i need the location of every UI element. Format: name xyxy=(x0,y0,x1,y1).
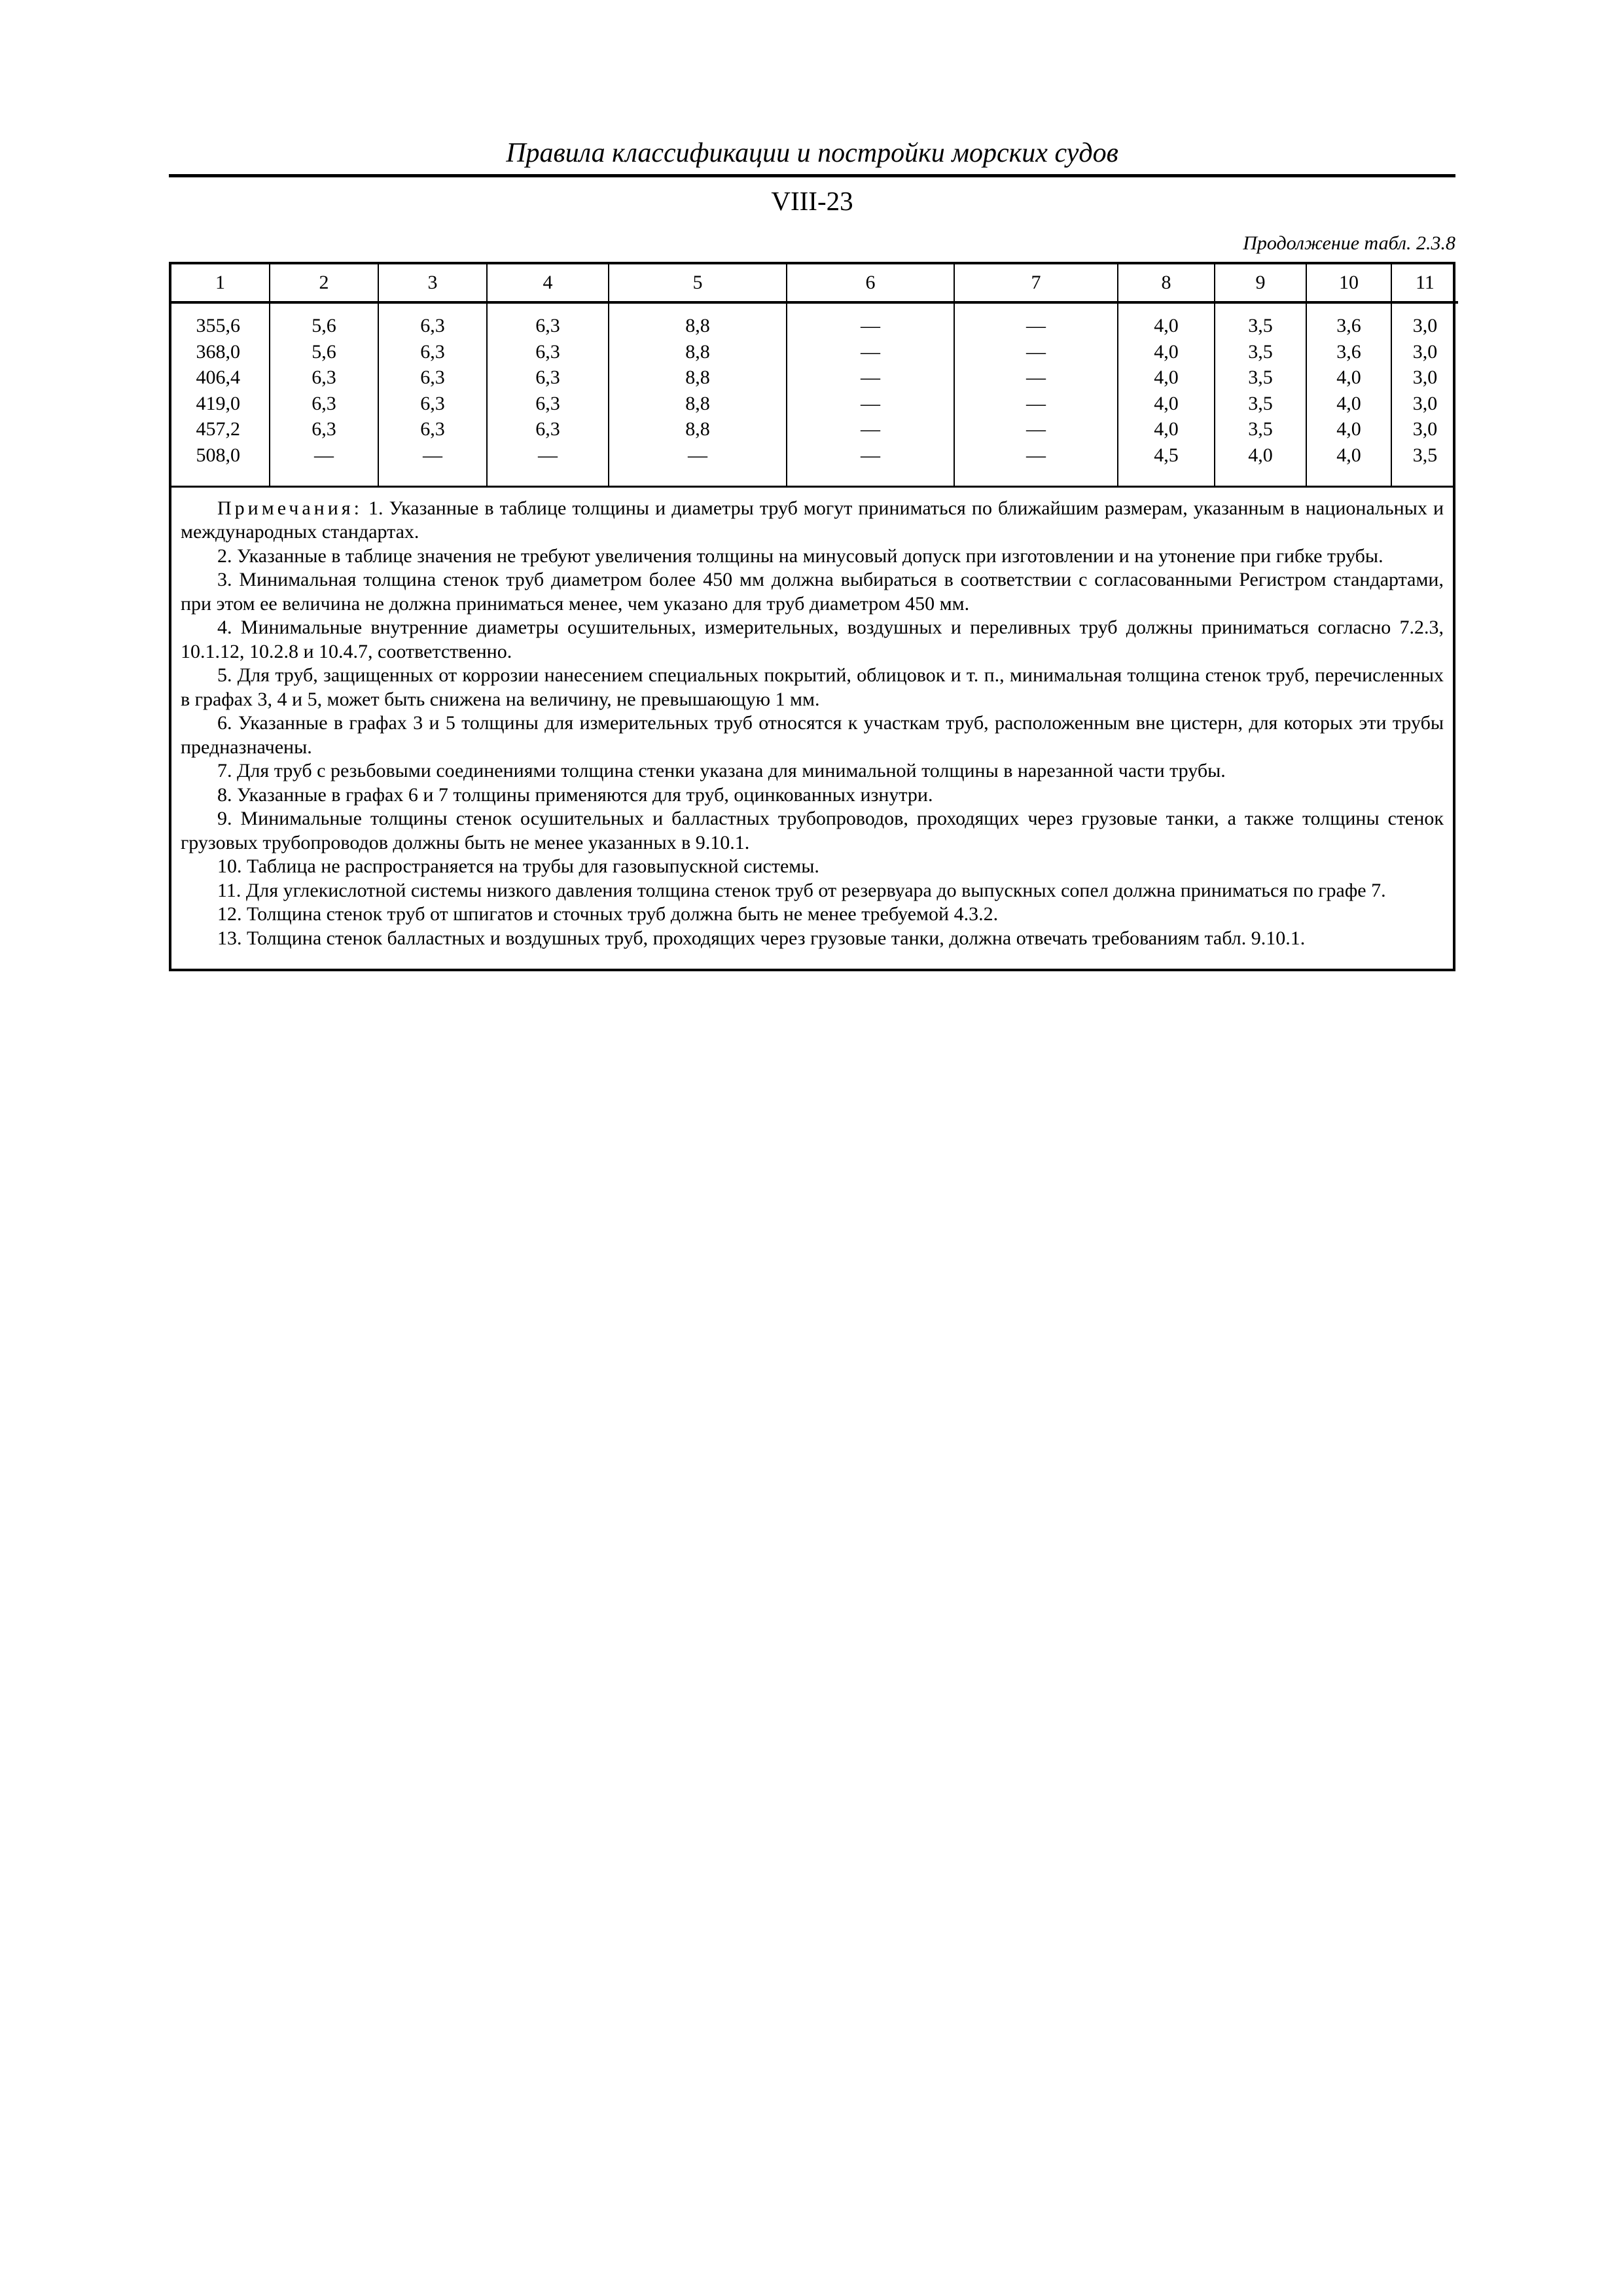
document-title: Правила классификации и постройки морских судов xyxy=(506,138,1118,168)
note-text: 8. Указанные в графах 6 и 7 толщины применяются для труб, оцинкованных изнутри. xyxy=(217,783,933,806)
note-item xyxy=(181,879,1444,903)
table-cell: 6,3 xyxy=(535,418,560,440)
table-cell: 8,8 xyxy=(685,392,710,414)
table-continuation-label: Продолжение табл. 2.3.8 xyxy=(1243,232,1455,254)
table-cell: 6,3 xyxy=(535,367,560,389)
note-text: 4. Минимальные внутренние диаметры осушительных, измерительных, воздушных и переливных труб должны приниматься согласно 7.2.3, 10.1.12, 10.2.8 и 10.4.7, соответственно. xyxy=(181,617,1444,662)
column-4-values xyxy=(487,302,609,486)
column-5-values xyxy=(609,302,787,486)
table-cell: 6,3 xyxy=(420,392,445,414)
table-cell: 457,2 xyxy=(196,418,240,440)
note-text: 10. Таблица не распространяется на трубы для газовыпускной системы. xyxy=(217,855,819,878)
note-item xyxy=(181,545,1444,569)
column-header-7: 7 xyxy=(954,264,1118,302)
table-cell: 3,5 xyxy=(1248,315,1273,336)
note-text: 2. Указанные в таблице значения не требуют увеличения толщины на минусовый допуск при изготовлении и на утонение при гибке трубы. xyxy=(217,545,1383,567)
note-item xyxy=(181,568,1444,616)
column-6-values xyxy=(787,302,954,486)
table-cell: 368,0 xyxy=(196,340,240,363)
column-10-values xyxy=(1306,302,1391,486)
table-cell: 3,0 xyxy=(1412,367,1438,389)
table-cell: 6,3 xyxy=(420,340,445,363)
column-header-10: 10 xyxy=(1306,264,1391,302)
note-text: 11. Для углекислотной системы низкого давления толщина стенок труб от резервуара до выпускных сопел должна приниматься по графе 7. xyxy=(217,879,1386,901)
table-cell: 508,0 xyxy=(196,444,240,466)
table-cell: — xyxy=(861,444,880,466)
table-cell: 3,5 xyxy=(1412,444,1438,466)
table-cell: 5,6 xyxy=(312,340,336,363)
note-item xyxy=(181,927,1444,951)
table-cell: — xyxy=(1026,444,1046,466)
header-rule xyxy=(169,174,1455,177)
table-header-row xyxy=(171,264,1458,302)
note-text: 6. Указанные в графах 3 и 5 толщины для измерительных труб относятся к участкам труб, расположенным вне цистерн, для которых эти трубы предназначены. xyxy=(181,712,1444,758)
table-cell: — xyxy=(1026,340,1046,363)
column-header-2: 2 xyxy=(270,264,378,302)
table-cell: 8,8 xyxy=(685,418,710,440)
table-cell: — xyxy=(538,444,558,466)
table-cell: — xyxy=(1026,392,1046,414)
table-cell: 6,3 xyxy=(535,392,560,414)
column-header-9: 9 xyxy=(1215,264,1306,302)
note-item xyxy=(181,711,1444,759)
table-cell: 4,0 xyxy=(1336,367,1361,389)
table-notes xyxy=(171,486,1453,969)
table-cell: 3,0 xyxy=(1412,392,1438,414)
table-cell: — xyxy=(861,367,880,389)
note-item xyxy=(181,759,1444,783)
table-cell: 3,5 xyxy=(1248,340,1273,363)
table-cell: 3,5 xyxy=(1248,418,1273,440)
note-item xyxy=(181,616,1444,664)
table-cell: 3,0 xyxy=(1412,418,1438,440)
column-9-values xyxy=(1215,302,1306,486)
table-cell: — xyxy=(861,340,880,363)
column-header-6: 6 xyxy=(787,264,954,302)
note-text: 3. Минимальная толщина стенок труб диаметром более 450 мм должна выбираться в соответствии с согласованными Регистром стандартами, при этом ее величина не должна приниматься менее, чем указано для труб диаметром 450 мм. xyxy=(181,569,1444,615)
column-header-1: 1 xyxy=(171,264,270,302)
table-cell: — xyxy=(861,418,880,440)
table-cell: 4,0 xyxy=(1154,392,1179,414)
column-3-values xyxy=(378,302,487,486)
note-item xyxy=(181,807,1444,855)
pipe-thickness-table xyxy=(169,262,1455,971)
table-cell: 4,0 xyxy=(1336,418,1361,440)
note-text: 7. Для труб с резьбовыми соединениями толщина стенки указана для минимальной толщины в нарезанной части трубы. xyxy=(217,760,1226,782)
table-cell: 6,3 xyxy=(535,340,560,363)
table-cell: — xyxy=(1026,367,1046,389)
table-cell: 4,0 xyxy=(1154,367,1179,389)
table-cell: — xyxy=(314,444,334,466)
table-cell: 3,6 xyxy=(1336,315,1361,336)
column-header-11: 11 xyxy=(1391,264,1458,302)
table-cell: 4,0 xyxy=(1336,392,1361,414)
column-2-values xyxy=(270,302,378,486)
table-cell: — xyxy=(861,392,880,414)
table-cell: 6,3 xyxy=(312,418,336,440)
table-cell: 406,4 xyxy=(196,367,240,389)
table-cell: 6,3 xyxy=(420,315,445,336)
note-item xyxy=(181,497,1444,545)
note-text: 1. Указанные в таблице толщины и диаметры труб могут приниматься по ближайшим размерам, указанным в национальных и международных стандартах. xyxy=(181,497,1444,543)
table-cell: 6,3 xyxy=(535,315,560,336)
table-cell: 6,3 xyxy=(312,392,336,414)
section-number: VIII-23 xyxy=(771,186,853,216)
table-cell: 4,0 xyxy=(1248,444,1273,466)
table-cell: 355,6 xyxy=(196,315,240,336)
table-cell: 3,0 xyxy=(1412,340,1438,363)
table-cell: 4,5 xyxy=(1154,444,1179,466)
table-cell: 8,8 xyxy=(685,315,710,336)
data-table xyxy=(171,264,1458,486)
table-cell: 4,0 xyxy=(1154,340,1179,363)
table-cell: 4,0 xyxy=(1154,418,1179,440)
table-cell: — xyxy=(423,444,442,466)
table-cell: 8,8 xyxy=(685,340,710,363)
table-cell: 5,6 xyxy=(312,315,336,336)
column-1-values xyxy=(171,302,270,486)
column-11-values xyxy=(1391,302,1458,486)
note-text: 5. Для труб, защищенных от коррозии нанесением специальных покрытий, облицовок и т. п., минимальная толщина стенок труб, перечисленных в графах 3, 4 и 5, может быть снижена на величину, не превышающую 1 мм. xyxy=(181,664,1444,710)
table-cell: 4,0 xyxy=(1336,444,1361,466)
note-text: 12. Толщина стенок труб от шпигатов и сточных труб должна быть не менее требуемой 4.3.2. xyxy=(217,903,999,925)
note-text: 9. Минимальные толщины стенок осушительных и балластных трубопроводов, проходящих через грузовые танки, а также толщины стенок грузовых трубопроводов должны быть не менее указанных в 9.10.1. xyxy=(181,808,1444,853)
column-header-5: 5 xyxy=(609,264,787,302)
table-cell: — xyxy=(1026,315,1046,336)
table-cell: 4,0 xyxy=(1154,315,1179,336)
note-item xyxy=(181,664,1444,711)
table-cell: 3,6 xyxy=(1336,340,1361,363)
note-item xyxy=(181,783,1444,808)
table-cell: — xyxy=(1026,418,1046,440)
table-cell: 3,0 xyxy=(1412,315,1438,336)
notes-heading: Примечания: xyxy=(217,497,363,519)
table-cell: 419,0 xyxy=(196,392,240,414)
note-item xyxy=(181,903,1444,927)
note-item xyxy=(181,855,1444,879)
table-body-row xyxy=(171,302,1458,486)
column-8-values xyxy=(1118,302,1215,486)
table-cell: 3,5 xyxy=(1248,367,1273,389)
column-header-4: 4 xyxy=(487,264,609,302)
table-cell: 6,3 xyxy=(420,367,445,389)
table-cell: — xyxy=(688,444,707,466)
column-7-values xyxy=(954,302,1118,486)
table-cell: 8,8 xyxy=(685,367,710,389)
note-text: 13. Толщина стенок балластных и воздушных труб, проходящих через грузовые танки, должна отвечать требованиям табл. 9.10.1. xyxy=(217,927,1306,949)
table-cell: — xyxy=(861,315,880,336)
table-cell: 6,3 xyxy=(312,367,336,389)
column-header-8: 8 xyxy=(1118,264,1215,302)
column-header-3: 3 xyxy=(378,264,487,302)
table-cell: 6,3 xyxy=(420,418,445,440)
table-cell: 3,5 xyxy=(1248,392,1273,414)
